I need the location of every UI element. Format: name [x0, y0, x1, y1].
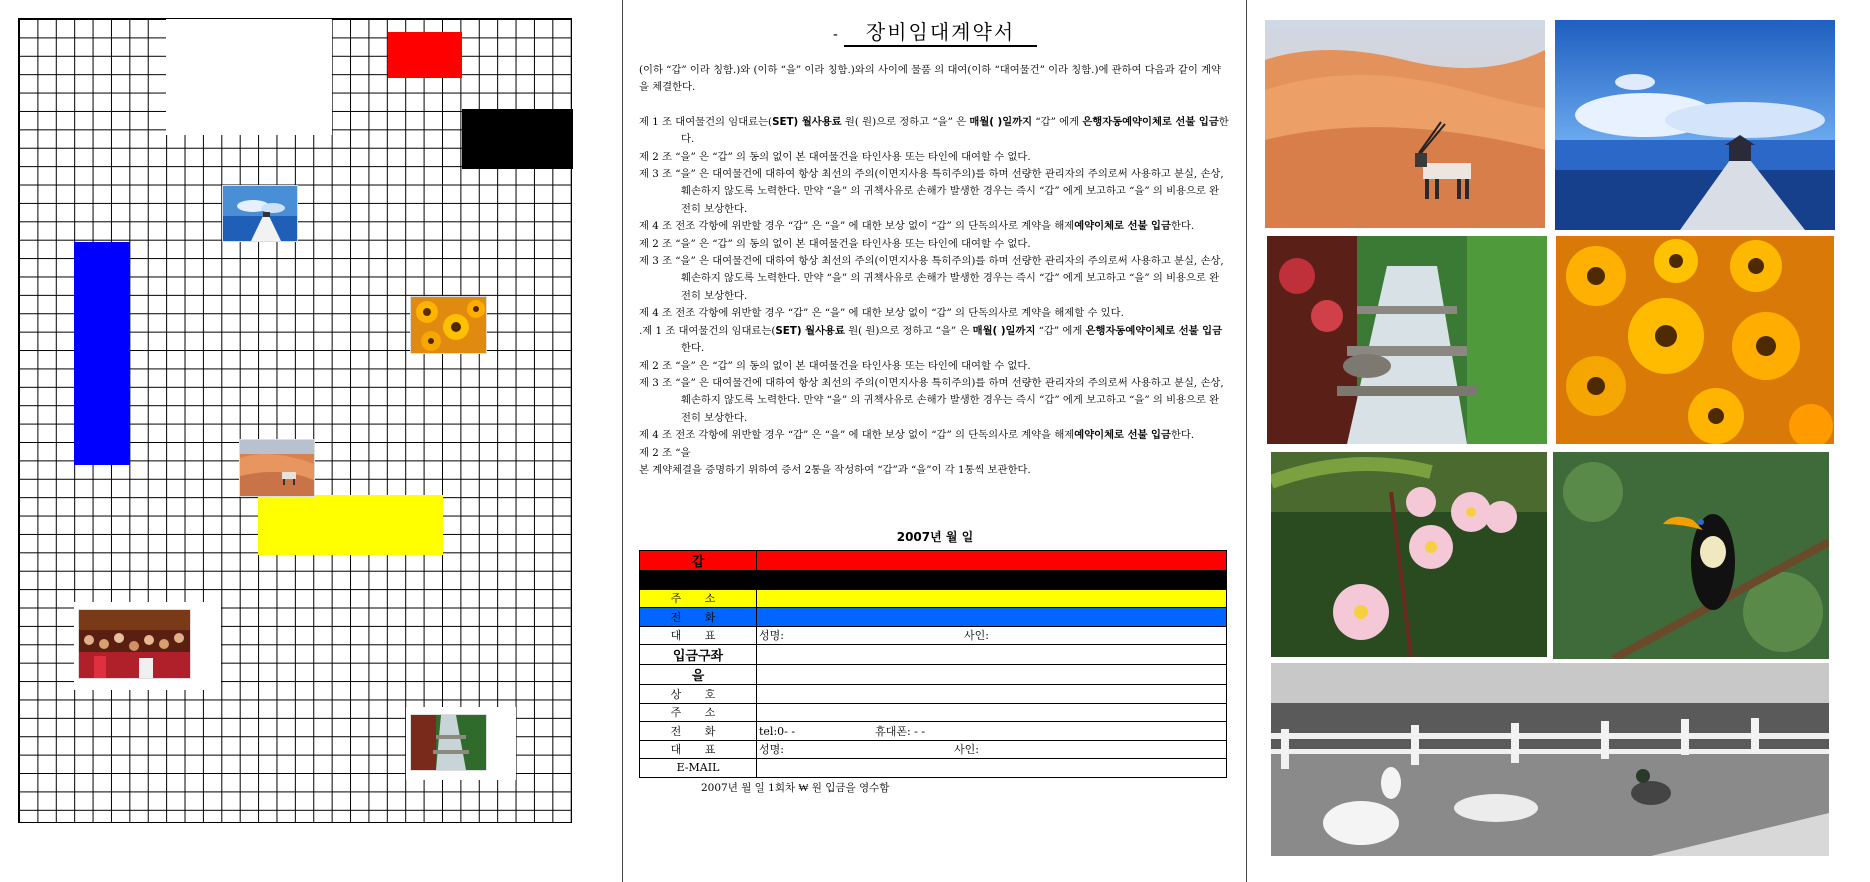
article-1c: .제 1 조 대여물건의 임대료는(SET) 월사용료 원( 원)으로 정하고 “을” 은 매월( )일까지 “갑” 에게 은행자동예약이체로 선불 입금한다. — [639, 324, 1223, 355]
mobile-value: 휴대폰: - - — [875, 724, 926, 738]
white-block — [166, 19, 332, 135]
article-4b: 제 4 조 전조 각항에 위반할 경우 “갑” 은 “을” 에 대한 보상 없이 “갑” 의 단독의사로 계약을 해제할 수 있다. — [639, 307, 1124, 320]
article-3b: 제 3 조 “을” 은 대여물건에 대하여 항상 최선의 주의(이면지사용 특히주의)를 하며 선량한 관리자의 주의로써 사용하고 분실, 손상, 훼손하지 않도록 노력한다. 만약 “을” 의 귀책사유로 손해가 발생한 경우는 즉시 “갑” 에게 보고하고 “을” 의 비용으로 완전히 보상한다. — [639, 255, 1224, 302]
rep-name-label: 성명: — [759, 629, 784, 643]
waterfall-photo — [1267, 236, 1547, 444]
blue-block — [74, 242, 130, 465]
grid-panel — [0, 0, 623, 882]
rep-sign-label: 사인: — [963, 629, 989, 643]
row-phone: 전 화 — [640, 608, 1227, 627]
party-table — [639, 550, 1227, 778]
article-4c: 제 4 조 전조 각항에 위반할 경우 “갑” 은 “을” 에 대한 보상 없이 “갑” 의 단독의사로 계약을 해제예약이체로 선불 입금한다. — [639, 429, 1195, 442]
article-2c: 제 2 조 “을” 은 “갑” 의 동의 없이 본 대여물건을 타인사용 또는 타인에 대여할 수 없다. — [639, 359, 1031, 372]
grid-board — [18, 18, 572, 823]
row-gap: 갑 — [640, 551, 1227, 571]
article-3c: 제 3 조 “을” 은 대여물건에 대하여 항상 최선의 주의(이면지사용 특히주의)를 하며 선량한 관리자의 주의로써 사용하고 분실, 손상, 훼손하지 않도록 노력한다. 만약 “을” 의 귀책사유로 손해가 발생한 경우는 즉시 “갑” 에게 보고하고 “을” 의 비용으로 완전히 보상한다. — [639, 376, 1224, 424]
row-company: 상 호 — [640, 685, 1227, 704]
row-phone2: 전 화 tel:0- - 휴대폰: - - — [640, 722, 1227, 741]
row-rep: 대 표 성명: 사인: — [640, 626, 1227, 645]
plumeria-photo — [1271, 452, 1547, 657]
row-black — [640, 571, 1227, 590]
closing-paragraph: 본 계약체결을 증명하기 위하여 증서 2통을 작성하여 “갑”과 “을”이 각 1통씩 보관한다. — [639, 463, 1031, 476]
desert-oryx-thumbnail — [239, 439, 315, 497]
receipt-footer: 2007년 월 일 1회차 ₩ 원 입금을 영수함 — [701, 782, 890, 794]
intro-paragraph: (이하 “갑” 이라 칭함.)와 (이하 “을” 이라 칭함.)와의 사이에 물품 의 대여(이하 “대여물건” 이라 칭함.)에 관하여 다음과 같이 계약을 체결한다. — [639, 64, 1221, 94]
daisy-thumbnail — [410, 296, 487, 354]
toucan-photo — [1553, 452, 1829, 659]
sea-pier-thumbnail — [222, 185, 298, 242]
article-2d: 제 2 조 “을 — [639, 446, 691, 459]
article-4: 제 4 조 전조 각항에 위반할 경우 “갑” 은 “을” 에 대한 보상 없이 “갑” 의 단독의사로 계약을 해제예약이체로 선불 입금한다. — [639, 220, 1195, 233]
photo-collage — [1247, 0, 1870, 882]
red-block — [388, 32, 462, 78]
crowd-thumbnail — [78, 609, 191, 679]
article-3: 제 3 조 “을” 은 대여물건에 대하여 항상 최선의 주의(이면지사용 특히주의)를 하며 선량한 관리자의 주의로써 사용하고 분실, 손상, 훼손하지 않도록 노력한다. 만약 “을” 의 귀책사유로 손해가 발생한 경우는 즉시 “갑” 에게 보고하고 “을” 의 비용으로 완전히 보상한다. — [639, 168, 1224, 215]
rep2-name-label: 성명: — [759, 743, 784, 757]
ducks-fence-photo — [1271, 663, 1829, 856]
title-dash: - — [832, 27, 840, 43]
yellow-block — [258, 495, 443, 555]
contract-date: 2007년 월 일 — [896, 530, 974, 544]
rep2-sign-label: 사인: — [953, 743, 979, 757]
daisy-photo — [1556, 236, 1834, 444]
title-text: 장비임대계약서 — [844, 20, 1037, 47]
black-block — [462, 109, 573, 169]
article-1: 제 1 조 대여물건의 임대료는(SET) 월사용료 원( 원)으로 정하고 “을” 은 매월( )일까지 “갑” 에게 은행자동예약이체로 선불 입금한다. — [639, 115, 1229, 146]
article-2b: 제 2 조 “을” 은 “갑” 의 동의 없이 본 대여물건을 타인사용 또는 타인에 대여할 수 없다. — [639, 237, 1031, 250]
tel-value: tel:0- - — [759, 724, 796, 738]
row-email: E-MAIL — [640, 759, 1227, 778]
row-deposit: 입금구좌 — [640, 645, 1227, 665]
document-title — [623, 16, 1247, 45]
row-eul: 을 — [640, 665, 1227, 685]
row-address2: 주 소 — [640, 703, 1227, 722]
row-rep2: 대 표 성명: 사인: — [640, 740, 1227, 759]
desert-oryx-photo — [1265, 20, 1545, 228]
blank-line — [639, 97, 1229, 114]
article-2: 제 2 조 “을” 은 “갑” 의 동의 없이 본 대여물건을 타인사용 또는 타인에 대여할 수 없다. — [639, 150, 1031, 163]
row-address: 주 소 — [640, 589, 1227, 608]
contract-body — [639, 62, 1229, 479]
contract-document — [623, 0, 1247, 882]
waterfall-thumbnail — [410, 714, 487, 771]
sea-pier-photo — [1555, 20, 1835, 230]
